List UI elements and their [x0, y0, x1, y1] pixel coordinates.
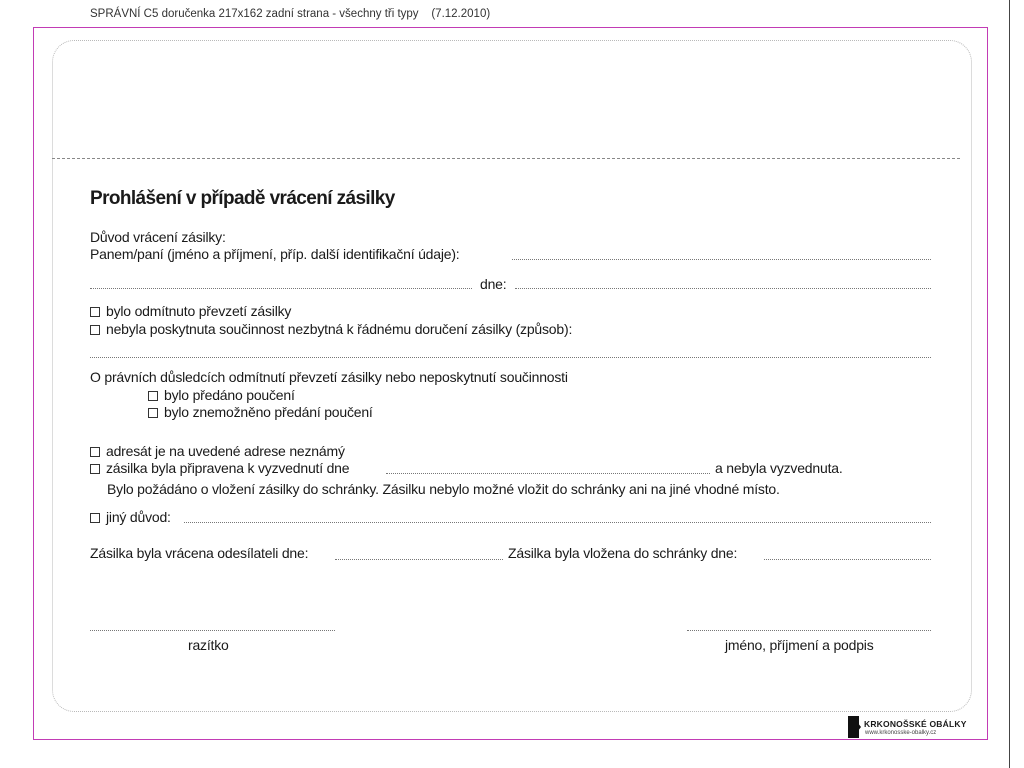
other-reason-field[interactable] [184, 522, 931, 523]
prepared-for-pickup-option [90, 460, 349, 476]
pickup-date-field[interactable] [386, 473, 710, 474]
other-reason-checkbox[interactable] [90, 513, 100, 523]
perforation-line [52, 158, 960, 159]
prepared-for-pickup-label: zásilka byla připravena k vyzvednutí dne [106, 460, 350, 476]
not-picked-up-text: a nebyla vyzvednuta. [715, 460, 843, 476]
no-cooperation-checkbox[interactable] [90, 325, 100, 335]
other-reason-option [90, 509, 171, 525]
stamp-line[interactable] [90, 630, 335, 631]
no-cooperation-option [90, 321, 572, 337]
unknown-addressee-label: adresát je na uvedené adrese neznámý [106, 443, 345, 459]
logo-name: KRKONOŠSKÉ OBÁLKY [864, 719, 967, 729]
reason-label: Důvod vrácení zásilky: [90, 229, 226, 245]
refused-checkbox[interactable] [90, 307, 100, 317]
form-title: Prohlášení v případě vrácení zásilky [90, 188, 395, 209]
instruction-given-checkbox[interactable] [148, 391, 158, 401]
person-label: Panem/paní (jméno a příjmení, příp. další identifikační údaje): [90, 246, 460, 262]
signature-label: jméno, příjmení a podpis [725, 637, 874, 653]
header-date: (7.12.2010) [431, 8, 491, 20]
no-cooperation-label: nebyla poskytnuta součinnost nezbytná k řádnému doručení zásilky (způsob): [106, 321, 573, 337]
instruction-given-option [148, 387, 295, 403]
instruction-impossible-option [148, 404, 373, 420]
logo-k-icon [848, 716, 859, 738]
person-field-continued[interactable] [90, 288, 472, 289]
instruction-impossible-label: bylo znemožněno předání poučení [164, 404, 373, 420]
page-edge [1009, 0, 1010, 768]
prepared-for-pickup-checkbox[interactable] [90, 464, 100, 474]
placed-in-mailbox-label: Zásilka byla vložena do schránky dne: [508, 545, 738, 561]
stamp-label: razítko [188, 637, 229, 653]
mailbox-date-field[interactable] [764, 559, 931, 560]
instruction-impossible-checkbox[interactable] [148, 408, 158, 418]
cooperation-method-field[interactable] [90, 357, 931, 358]
refused-option [90, 303, 291, 319]
logo-url: www.krkonosske-obalky.cz [865, 730, 937, 736]
returned-date-field[interactable] [335, 559, 503, 560]
instruction-given-label: bylo předáno poučení [164, 387, 295, 403]
mailbox-text: Bylo požádáno o vložení zásilky do schránky. Zásilku nebylo možné vložit do schránky ani na jiné vhodné místo. [107, 481, 780, 497]
document-header [90, 8, 490, 20]
legal-consequences-text: O právních důsledcích odmítnutí převzetí zásilky nebo neposkytnutí součinnosti [90, 369, 568, 385]
brand-logo [848, 716, 967, 740]
date-field[interactable] [515, 288, 931, 289]
unknown-addressee-option [90, 443, 345, 459]
date-label: dne: [480, 276, 507, 292]
other-reason-label: jiný důvod: [106, 509, 171, 525]
header-title: SPRÁVNÍ C5 doručenka 217x162 zadní strana - všechny tři typy [90, 8, 419, 20]
refused-label: bylo odmítnuto převzetí zásilky [106, 303, 292, 319]
unknown-addressee-checkbox[interactable] [90, 447, 100, 457]
person-field[interactable] [512, 259, 931, 260]
returned-to-sender-label: Zásilka byla vrácena odesílateli dne: [90, 545, 309, 561]
signature-line[interactable] [687, 630, 931, 631]
